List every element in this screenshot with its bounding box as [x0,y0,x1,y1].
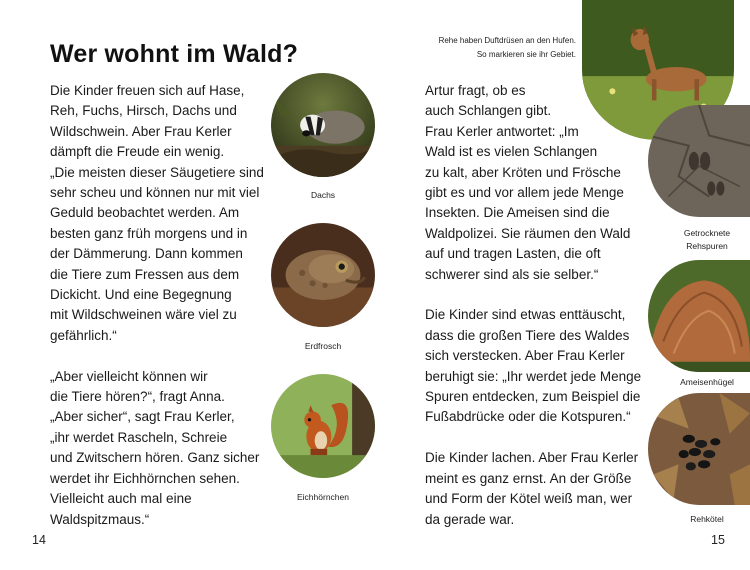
page-number-left: 14 [32,533,46,547]
left-text-column [50,81,264,530]
text-line: gefährlich.“ [50,327,117,343]
caption-anthill: Ameisenhügel [680,377,734,387]
caption-badger: Dachs [310,190,336,200]
page-title: Wer wohnt im Wald? [50,40,299,68]
text-line: Die Kinder sind etwas enttäuscht, [425,307,626,323]
badger-icon [271,73,375,177]
text-line: sehr scheu und können nur mit viel [50,185,260,201]
text-line: Frau Kerler antwortet: „Im [425,123,579,139]
squirrel-photo [271,374,375,478]
text-line: auch Schlangen gibt. [425,103,552,119]
caption-droppings: Rehkötel [690,514,724,524]
text-line: sich verstecken. Aber Frau Kerler [425,348,625,364]
droppings-icon [648,393,750,505]
caption-line: Getrocknete [683,228,731,238]
text-line: Dickicht. Und eine Begegnung [50,287,232,303]
text-line: „Die meisten dieser Säugetiere sind [50,164,264,180]
page-number-right: 15 [711,533,725,547]
text-line: die Tiere hören?“, fragt Anna. [50,389,225,405]
text-line: beruhigt sie: „Ihr werdet jede Menge [425,368,642,384]
note-line: So markieren sie ihr Gebiet. [476,50,576,59]
paragraph [425,305,641,427]
text-line: „Aber sicher“, sagt Frau Kerler, [50,409,235,425]
text-line: Wald ist es vielen Schlangen [425,144,598,160]
anthill-photo [648,260,750,372]
text-line: da gerade war. [425,511,515,527]
text-line: Insekten. Die Ameisen sind die [425,205,610,221]
text-line: der Dämmerung. Dann kommen [50,246,243,262]
caption-squirrel: Eichhörnchen [297,492,349,502]
text-line: meint es ganz ernst. An der Größe [425,470,632,486]
badger-photo [271,73,375,177]
text-line: dämpft die Freude ein wenig. [50,144,225,160]
text-line: Reh, Fuchs, Hirsch, Dachs und [50,103,237,119]
text-line: Die Kinder lachen. Aber Frau Kerler [425,450,639,466]
paragraph [425,81,641,285]
text-line: Vielleicht auch mal eine [50,491,192,507]
text-line: Geduld beobachtet werden. Am [50,205,240,221]
paragraph [425,448,641,530]
text-line: Spuren entdecken, zum Beispiel die [425,389,641,405]
note-line: Rehe haben Duftdrüsen an den Hufen. [438,36,576,45]
text-line: werdet ihr Eichhörnchen sehen. [50,470,240,486]
text-line: „Aber vielleicht können wir [50,368,208,384]
caption-toad: Erdfrosch [304,341,342,351]
droppings-photo [648,393,750,505]
tracks-icon [648,105,750,217]
right-text-column [425,81,641,530]
text-line: besten ganz früh morgens und in [50,225,248,241]
text-line: auf und tragen Lasten, die oft [425,246,601,262]
text-line: die Tiere zum Fressen aus dem [50,266,240,282]
squirrel-icon [271,374,375,478]
text-line: Waldspitzmaus.“ [50,511,150,527]
text-line: mit Wildschweinen wäre viel zu [50,307,237,323]
toad-icon [271,223,375,327]
text-line: und Zwitschern hören. Ganz sicher [50,450,260,466]
text-line: Fußabdrücke oder die Kotspuren.“ [425,409,631,425]
paragraph [50,367,264,530]
caption-tracks [667,227,747,252]
text-line: Waldpolizei. Sie räumen den Wald [425,225,631,241]
text-line: Wildschwein. Aber Frau Kerler [50,123,232,139]
text-line: dass die großen Tiere des Waldes [425,327,630,343]
caption-line: Rehspuren [686,240,728,251]
toad-photo [271,223,375,327]
text-line: schwerer sind als sie selber.“ [425,266,599,282]
text-line: zu kalt, aber Kröten und Frösche [425,164,621,180]
paragraph [50,81,264,346]
tracks-photo [648,105,750,217]
text-line: „ihr werdet Rascheln, Schreie [50,429,228,445]
text-line: gibt es und vor allem jede Menge [425,185,624,201]
text-line: Artur fragt, ob es [425,83,526,98]
text-line: und Form der Kötel weiß man, wer [425,491,633,507]
anthill-icon [648,260,750,372]
top-note [400,34,576,62]
text-line: Die Kinder freuen sich auf Hase, [50,83,245,98]
